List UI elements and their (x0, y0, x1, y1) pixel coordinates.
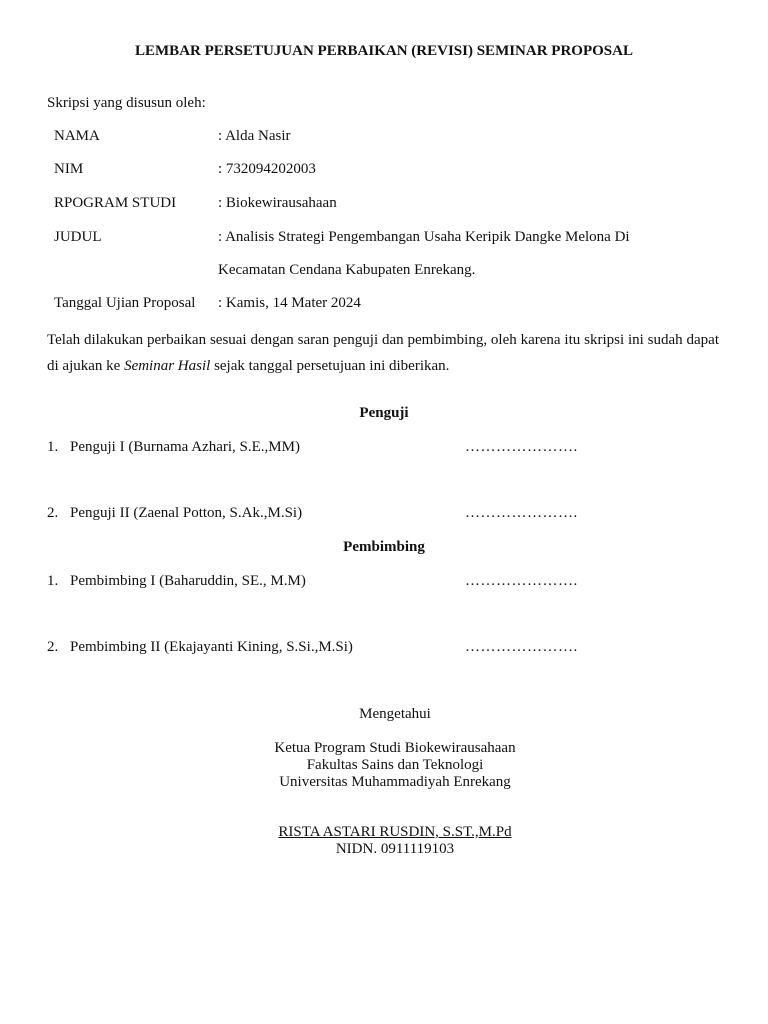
field-label-judul: JUDUL (54, 229, 102, 245)
penguji-2-signature-line: …………………. (465, 505, 578, 521)
penguji-1-name: Penguji I (Burnama Azhari, S.E.,MM) (70, 439, 300, 455)
pembimbing-1-name: Pembimbing I (Baharuddin, SE., M.M) (70, 573, 306, 589)
field-value-judul: : Analisis Strategi Pengembangan Usaha Keripik Dangke Melona Di (218, 229, 630, 245)
paragraph-text-before: Telah dilakukan perbaikan sesuai dengan saran penguji dan pembimbing, oleh karena itu skripsi ini sudah dapat di ajukan ke (47, 332, 719, 374)
penguji-2-name: Penguji II (Zaenal Potton, S.Ak.,M.Si) (70, 505, 303, 521)
approval-paragraph (47, 327, 719, 379)
paragraph-italic-seminar-hasil: Seminar Hasil (124, 358, 211, 374)
paragraph-text-after: sejak tanggal persetujuan ini diberikan. (210, 358, 450, 374)
field-label-nama: NAMA (54, 128, 100, 144)
field-label-tanggal-ujian: Tanggal Ujian Proposal (54, 295, 196, 311)
signatory-nidn: NIDN. 0911119103 (335, 841, 455, 857)
field-value-judul-continued: Kecamatan Cendana Kabupaten Enrekang. (218, 262, 476, 278)
field-value-nama: : Alda Nasir (218, 128, 291, 144)
approver-faculty: Fakultas Sains dan Teknologi (306, 757, 484, 773)
signatory-name: RISTA ASTARI RUSDIN, S.ST.,M.Pd (278, 824, 512, 840)
field-label-nim: NIM (54, 161, 84, 177)
approver-position: Ketua Program Studi Biokewirausahaan (274, 740, 516, 756)
penguji-heading: Penguji (359, 405, 409, 421)
field-value-program-studi: : Biokewirausahaan (218, 195, 337, 211)
intro-text: Skripsi yang disusun oleh: (47, 95, 206, 111)
pembimbing-1-signature-line: …………………. (465, 573, 578, 589)
pembimbing-2-signature-line: …………………. (465, 639, 578, 655)
document-title: LEMBAR PERSETUJUAN PERBAIKAN (REVISI) SEMINAR PROPOSAL (135, 43, 633, 59)
pembimbing-1-number: 1. (47, 573, 59, 589)
pembimbing-2-number: 2. (47, 639, 59, 655)
field-label-program-studi: RPOGRAM STUDI (54, 195, 177, 211)
penguji-2-number: 2. (47, 505, 59, 521)
penguji-1-signature-line: …………………. (465, 439, 578, 455)
mengetahui-text: Mengetahui (359, 706, 431, 722)
field-value-tanggal-ujian: : Kamis, 14 Mater 2024 (218, 295, 361, 311)
pembimbing-heading: Pembimbing (343, 539, 425, 555)
penguji-1-number: 1. (47, 439, 59, 455)
field-value-nim: : 732094202003 (218, 161, 316, 177)
approver-university: Universitas Muhammadiyah Enrekang (279, 774, 511, 790)
pembimbing-2-name: Pembimbing II (Ekajayanti Kining, S.Si.,M.Si) (70, 639, 353, 655)
